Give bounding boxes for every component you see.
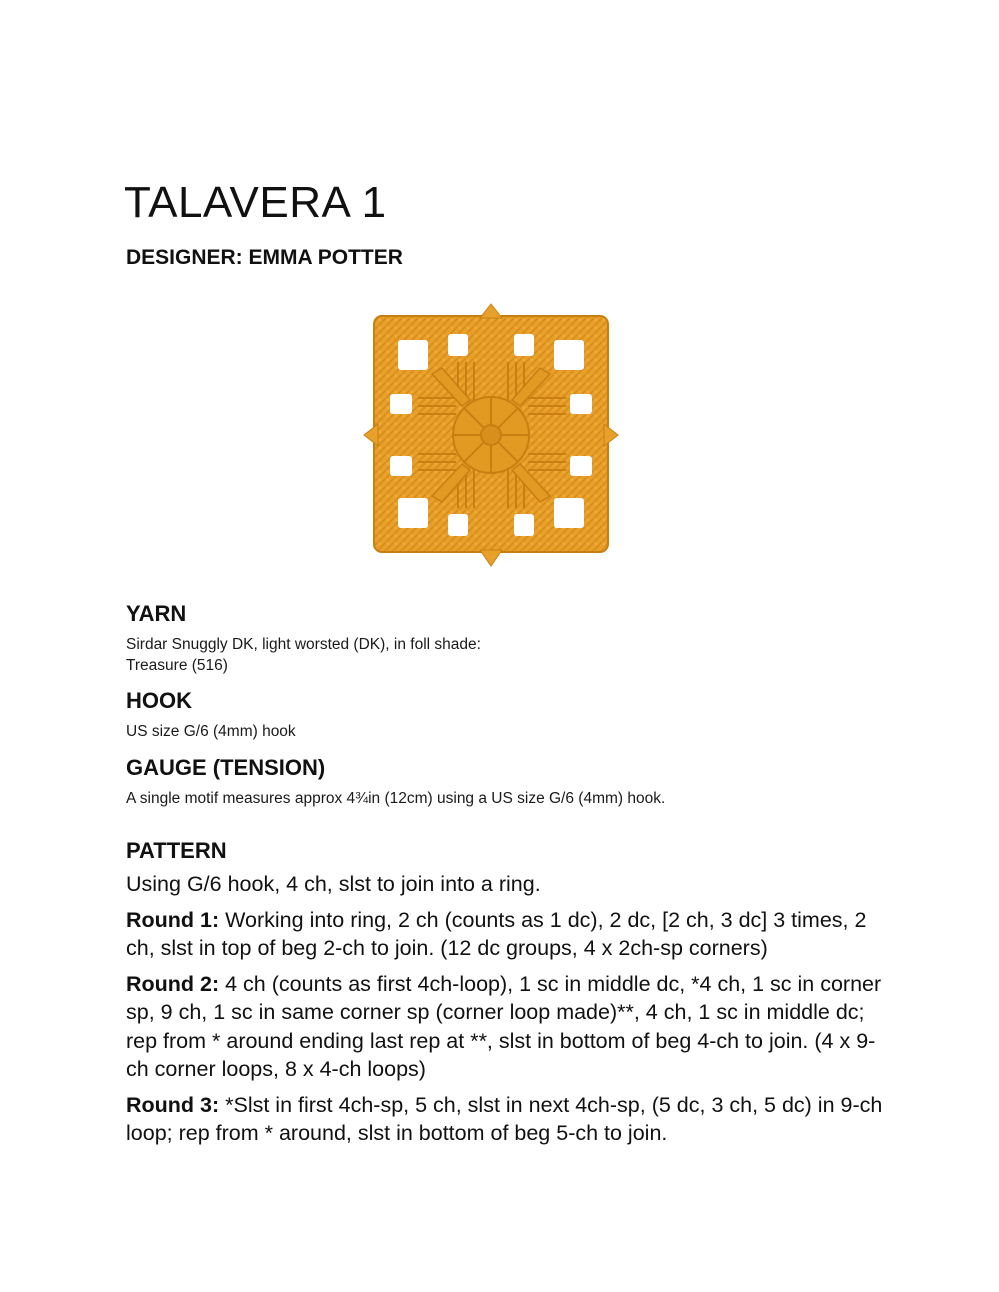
pattern-heading: PATTERN: [126, 838, 227, 863]
gauge-heading: GAUGE (TENSION): [126, 755, 326, 780]
round-1-text: Working into ring, 2 ch (counts as 1 dc), 2 dc, [2 ch, 3 dc] 3 times, 2 ch, slst in top of beg 2-ch to join. (12 dc groups, 4 x 2ch-sp corners): [126, 907, 867, 960]
round-1-label: Round 1:: [126, 907, 220, 932]
page-title: TALAVERA 1: [124, 178, 387, 227]
gauge-text: A single motif measures approx 4¾in (12cm) using a US size G/6 (4mm) hook.: [126, 790, 666, 807]
pattern-intro: Using G/6 hook, 4 ch, slst to join into a ring.: [126, 872, 541, 896]
crochet-motif-image: [362, 302, 620, 568]
round-1: [126, 906, 886, 963]
yarn-line-2: Treasure (516): [126, 657, 228, 674]
round-3-label: Round 3:: [126, 1092, 220, 1117]
hook-text: US size G/6 (4mm) hook: [126, 723, 296, 740]
designer-credit: DESIGNER: EMMA POTTER: [126, 246, 403, 269]
hook-heading: HOOK: [126, 688, 192, 713]
yarn-line-1: Sirdar Snuggly DK, light worsted (DK), in foll shade:: [126, 636, 481, 653]
round-2: [126, 970, 886, 1084]
yarn-heading: YARN: [126, 601, 187, 626]
round-3: [126, 1091, 886, 1148]
round-2-text: 4 ch (counts as first 4ch-loop), 1 sc in middle dc, *4 ch, 1 sc in corner sp, 9 ch, 1 sc in same corner sp (corner loop made)**, 4 ch, 1 sc in middle dc; rep from * around ending last rep at **, slst in bottom of beg 4-ch to join. (4 x 9-ch corner loops, 8 x 4-ch loops): [126, 971, 882, 1081]
pattern-instructions: [126, 870, 886, 1155]
round-3-text: *Slst in first 4ch-sp, 5 ch, slst in next 4ch-sp, (5 dc, 3 ch, 5 dc) in 9-ch loop; rep from * around, slst in bottom of beg 5-ch to join.: [126, 1092, 883, 1145]
round-2-label: Round 2:: [126, 971, 220, 996]
